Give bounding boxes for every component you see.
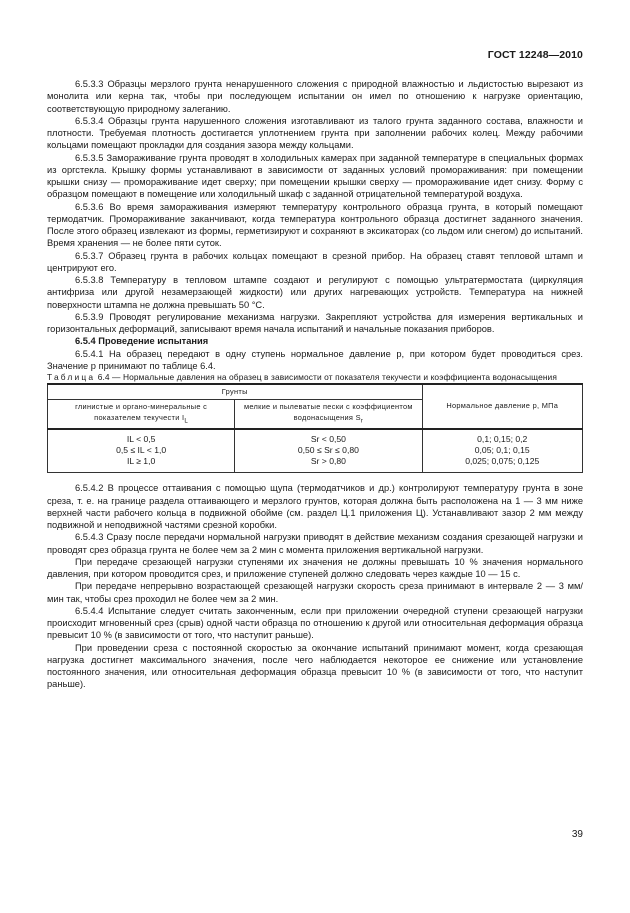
section-heading: 6.5.4 Проведение испытания — [75, 336, 209, 347]
paragraph-6-5-4-2: 6.5.4.2 В процессе оттаивания с помощью щупа (термодатчиков и др.) контролируют температуру грунта в зоне среза, т. е. на границе раздела оттаивающего и мерзлого грунтов, которая должна быть расположена на 1 — 3 мм ниже верхней части рабочего кольца в подвижной обойме (см. раздел Ц.1 приложения Ц). Устанавливают зазор 2 мм между подвижной и неподвижной частями срезной коробки. — [47, 483, 583, 531]
table-cell-pressure: 0,1; 0,15; 0,2 0,05; 0,1; 0,15 0,025; 0,075; 0,125 — [422, 429, 583, 473]
header-sand: мелкие и пылеватые пески с коэффициентом водонасыщения $S_r$ — [235, 400, 422, 430]
table-caption — [47, 372, 583, 383]
pressure-table — [47, 383, 583, 474]
paragraph-constant-speed: При проведении среза с постоянной скоростью за окончание испытаний принимают момент, когда срезающая нагрузка достигнет максимального значения, после чего наблюдается некоторое ее снижение или установление постоянного значения, или относительная деформация образца превысит 10 % (в зависимости от того, что наступит раньше). — [47, 642, 583, 690]
document-header: ГОСТ 12248—2010 — [487, 49, 583, 61]
document-body — [47, 78, 583, 691]
paragraph-6-5-4-4: 6.5.4.4 Испытание следует считать законченным, если при приложении очередной ступени срезающей нагрузки происходит мгновенный срез (срыв) одной части образца по отношению к другой или относительная деформация образца превысит 10 % (в зависимости от того, что наступит раньше). — [47, 605, 583, 641]
header-pressure: Нормальное давление р, МПа — [422, 384, 583, 430]
table-caption-label: Таблица — [47, 372, 96, 382]
paragraph-6-5-3-9: 6.5.3.9 Проводят регулирование механизма нагрузки. Закрепляют устройства для измерения вертикальных и горизонтальных деформаций, записывают время начала испытаний и начальные показания приборов. — [47, 311, 583, 334]
paragraph-6-5-3-8: 6.5.3.8 Температуру в тепловом штампе создают и регулируют с помощью ультратермостата (циркуляция антифриза или другой незамерзающей жидкости) или других нагревающих устройств. Температура на нижней поверхности штампа не должна превышать 50 °С. — [47, 275, 583, 310]
header-soils: Грунты — [48, 384, 423, 400]
paragraph-steps: При передаче срезающей нагрузки ступенями их значения не должны превышать 10 % значения нормального давления, при котором проводится срез, и приложение ступеней должно следовать через каждые 10 — 15 с. — [47, 556, 583, 580]
paragraph-6-5-4-3: 6.5.4.3 Сразу после передачи нормальной нагрузки приводят в действие механизм создания срезающей нагрузки и проводят срез образца грунта не более чем за 2 мин с момента приложения вертикальной нагрузки. — [47, 532, 583, 555]
paragraph-6-5-3-6: 6.5.3.6 Во время замораживания измеряют температуру контрольного образца грунта, в который помещают термодатчик. Промораживание заканчивают, когда температура контрольного образца достигнет заданного значения. После этого образец извлекают из формы, герметизируют и сохраняют в эксикаторах (со льдом или снегом) до испытаний. Время хранения — не более пяти суток. — [47, 201, 583, 249]
table-cell-sand: Sr < 0,50 0,50 ≤ Sr ≤ 0,80 Sr > 0,80 — [235, 429, 422, 473]
table-caption-text: 6.4 — Нормальные давления на образец в зависимости от показателя текучести и коэффициента водонасыщения — [97, 372, 557, 382]
paragraph-6-5-4-1: 6.5.4.1 На образец передают в одну ступень нормальное давление р, при котором будет проводиться срез. Значение р принимают по таблице 6.4. — [47, 348, 583, 371]
page-number: 39 — [571, 829, 583, 840]
table-header-row — [48, 384, 583, 400]
paragraph-6-5-3-7: 6.5.3.7 Образец грунта в рабочих кольцах помещают в срезной прибор. На образец ставят тепловой штамп и центрируют его. — [47, 250, 583, 273]
table-row — [48, 429, 583, 473]
table-cell-clay: IL < 0,5 0,5 ≤ IL < 1,0 IL ≥ 1,0 — [48, 429, 235, 473]
paragraph-6-5-3-4: 6.5.3.4 Образцы грунта нарушенного сложения изготавливают из талого грунта заданного состава, влажности и плотности. Требуемая плотность достигается уплотнением грунта при заполнении рабочих колец. Между рабочими кольцами помещают прокладки для создания зазора между кольцами. — [47, 115, 583, 151]
header-clay: глинистые и органо-минеральные с показателем текучести $I_L$ — [48, 400, 235, 430]
paragraph-6-5-3-5: 6.5.3.5 Замораживание грунта проводят в холодильных камерах при заданной температуре в специальных формах из оргстекла. Крышку формы устанавливают в зависимости от заданных условий промораживания: при помещении крышки снизу — промораживание идет сверху; при помещении крышки сверху — промораживание идет снизу. Форму с образцом помещают в помещение или холодильный шкаф с заданной отрицательной температурой воздуха. — [47, 152, 583, 200]
paragraph-continuous: При передаче непрерывно возрастающей срезающей нагрузки скорость среза принимают в интервале 2 — 3 мм/мин так, чтобы срез проходил не более чем за 2 мин. — [47, 581, 583, 604]
paragraph-6-5-3-3: 6.5.3.3 Образцы мерзлого грунта ненарушенного сложения с природной влажностью и льдистостью вырезают из монолита или керна так, чтобы при последующем испытании он имел по отношению к нагрузке ориентацию, соответствующую природному залеганию. — [47, 79, 583, 114]
